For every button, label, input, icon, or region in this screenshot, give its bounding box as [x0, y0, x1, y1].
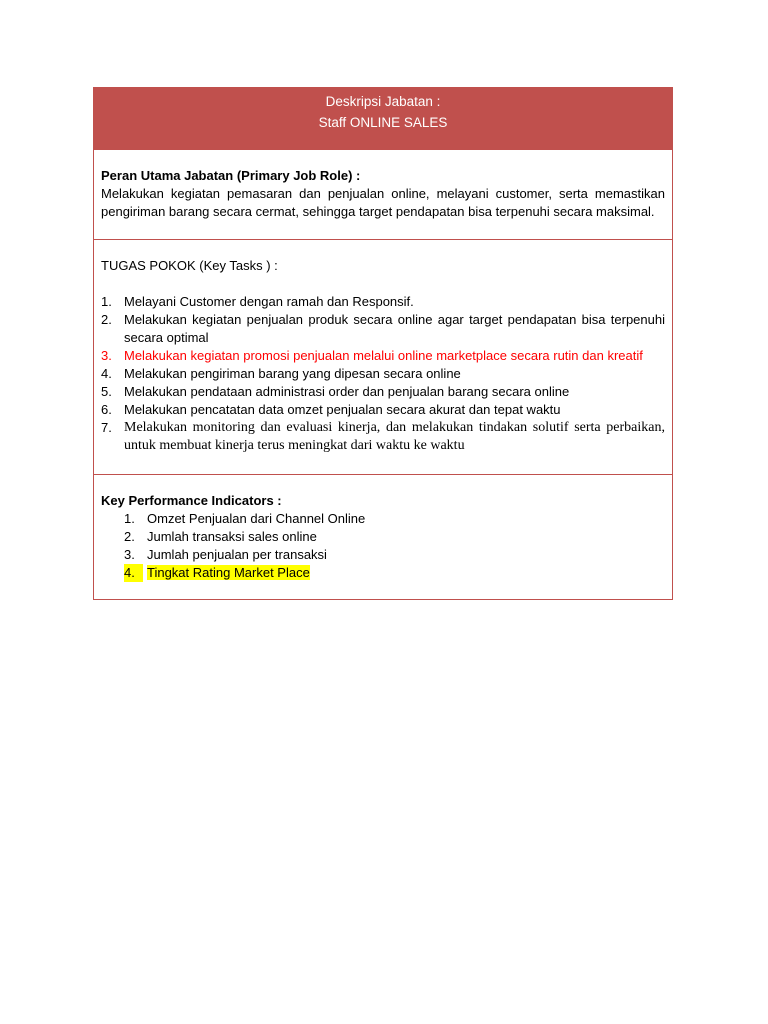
list-item-text: Melakukan pencatatan data omzet penjualan secara akurat dan tepat waktu [124, 402, 561, 417]
list-item-number: 6. [101, 402, 112, 417]
list-item [101, 293, 665, 311]
list-item-number: 1. [124, 511, 135, 526]
list-item-text: Melakukan pengiriman barang yang dipesan secara online [124, 366, 461, 381]
list-item-text: Melakukan monitoring dan evaluasi kinerja, dan melakukan tindakan solutif serta perbaikan, untuk membuat kinerja terus meningkat dari waktu ke waktu [124, 420, 665, 453]
list-item [101, 365, 665, 383]
primary-role-title: Peran Utama Jabatan (Primary Job Role) : [101, 168, 361, 183]
primary-role-section [94, 150, 672, 240]
list-item-number: 3. [101, 348, 112, 363]
list-item [101, 311, 665, 347]
list-item-text: Jumlah penjualan per transaksi [147, 547, 327, 562]
job-description-table [93, 87, 673, 600]
list-item [101, 564, 665, 582]
kpi-section [94, 475, 672, 599]
kpi-title: Key Performance Indicators : [101, 493, 282, 508]
list-item-number: 2. [101, 312, 112, 327]
list-item-number: 1. [101, 294, 112, 309]
list-item-text: Melayani Customer dengan ramah dan Responsif. [124, 294, 414, 309]
kpi-list [101, 510, 665, 582]
list-item [101, 347, 665, 365]
header-position: Staff ONLINE SALES [318, 115, 448, 130]
list-item [101, 383, 665, 401]
header-title: Deskripsi Jabatan : [325, 94, 441, 109]
list-item-number: 4. [101, 366, 112, 381]
table-header [94, 88, 672, 150]
list-item [101, 546, 665, 564]
list-item-text: Omzet Penjualan dari Channel Online [147, 511, 366, 526]
list-item-text: Melakukan pendataan administrasi order dan penjualan barang secara online [124, 384, 570, 399]
list-item [101, 401, 665, 419]
list-item-number: 5. [101, 384, 112, 399]
list-item [101, 528, 665, 546]
list-item [101, 419, 665, 455]
key-tasks-section [94, 240, 672, 475]
list-item-number: 7. [101, 420, 112, 435]
key-tasks-title: TUGAS POKOK (Key Tasks ) : [101, 258, 278, 273]
list-item-text: Melakukan kegiatan promosi penjualan melalui online marketplace secara rutin dan kreatif [124, 348, 643, 363]
key-tasks-list [101, 293, 665, 455]
primary-role-text: Melakukan kegiatan pemasaran dan penjualan online, melayani customer, serta memastikan pengiriman barang secara cermat, sehingga target pendapatan bisa terpenuhi secara maksimal. [101, 186, 665, 219]
list-item-number: 3. [124, 547, 135, 562]
list-item-text: Melakukan kegiatan penjualan produk secara online agar target pendapatan bisa terpenuhi secara optimal [124, 312, 665, 345]
list-item-text: Jumlah transaksi sales online [147, 529, 317, 544]
list-item [101, 510, 665, 528]
list-item-number: 4. [124, 564, 143, 582]
list-item-text: Tingkat Rating Market Place [147, 565, 310, 580]
list-item-number: 2. [124, 529, 135, 544]
